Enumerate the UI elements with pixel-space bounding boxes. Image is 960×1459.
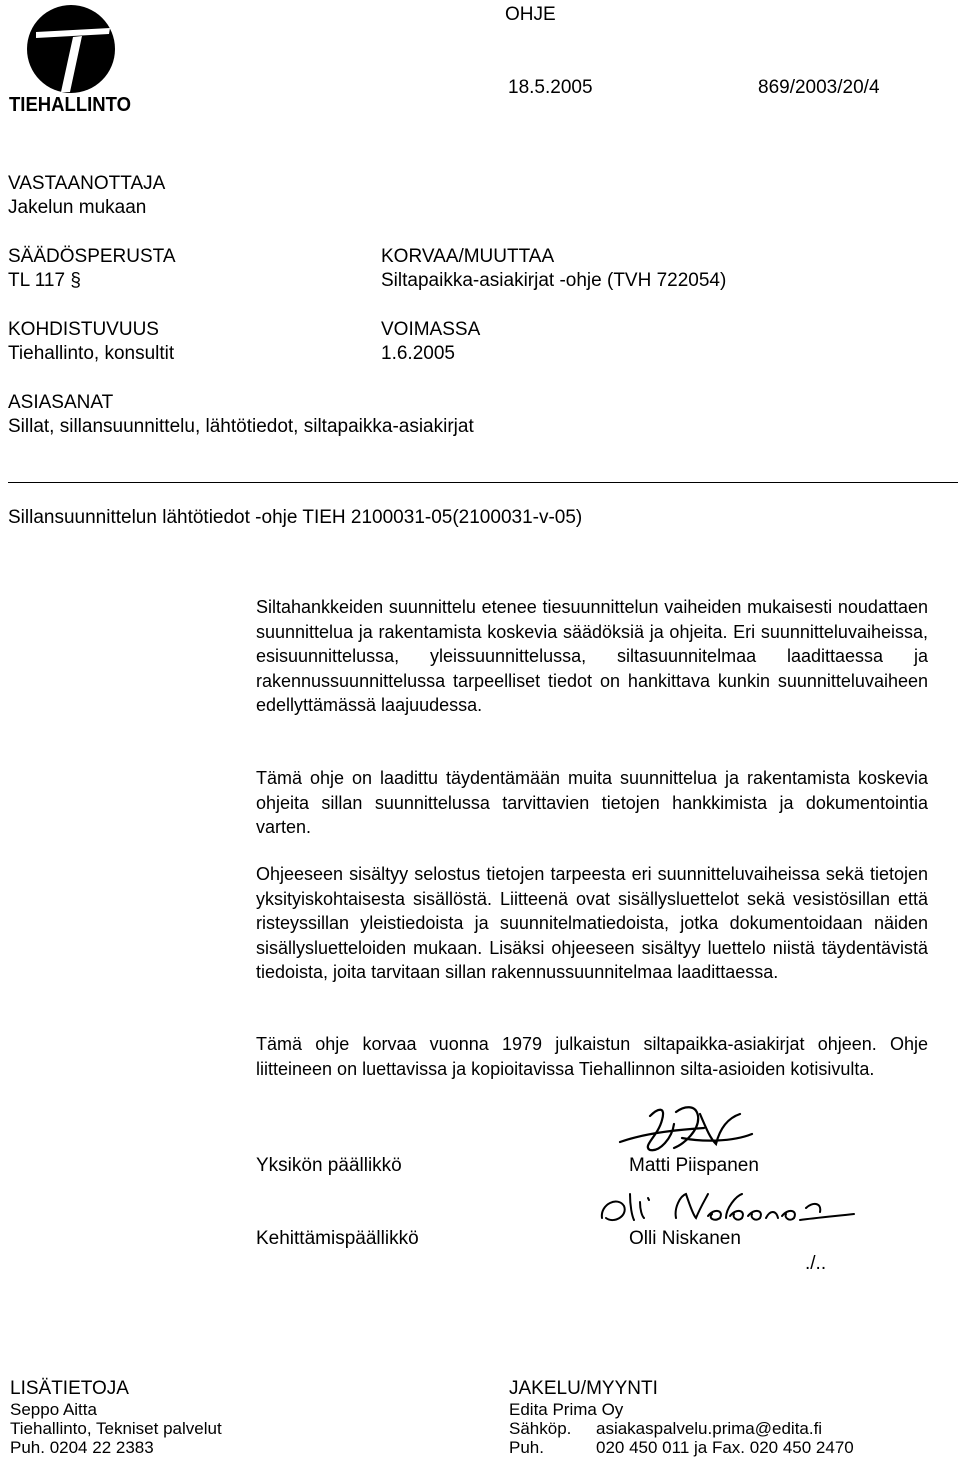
signature-piispanen — [612, 1098, 762, 1156]
body-paragraph-3: Ohjeeseen sisältyy selostus tietojen tarpeesta eri suunnitteluvaiheissa sekä tietojen yksityiskohtaisesta sisällöstä. Liitteenä ovat sisällysluettelot sekä vesistösillan että risteyssillan yleistiedoista ja suunnitelmatiedoista, jotka dokumentoidaan näiden sisällysluetteloiden mukaan. Lisäksi ohjeeseen sisältyy luettelo niistä täydentävistä tiedoista, joita tarvitaan sillan rakennussuunnitelmaa laadittaessa. — [256, 864, 928, 982]
signer-2-name: Olli Niskanen — [629, 1228, 741, 1249]
footer-info-phone: Puh. 0204 22 2383 — [10, 1438, 154, 1457]
footer-dist-label: JAKELU/MYYNTI — [509, 1378, 658, 1399]
footer-info-name: Seppo Aitta — [10, 1400, 97, 1419]
valid-label: VOIMASSA — [381, 319, 481, 340]
footer-info-org: Tiehallinto, Tekniset palvelut — [10, 1419, 222, 1438]
statute-value: TL 117 § — [8, 270, 81, 291]
recipient-value: Jakelun mukaan — [8, 197, 147, 218]
body-paragraph-1: Siltahankkeiden suunnittelu etenee tiesuunnittelun vaiheiden mukaisesti noudattaen suunnittelua ja rakentamista koskevia säädöksiä ja ohjeita. Eri suunnitteluvaiheissa, esisuunnittelussa, yleissuunnittelussa, siltasuunnitelmaa laadittaessa ja rakennussuunnittelussa tarpeelliset tiedot on hankittava kunkin suunnitteluvaiheen edellyttämässä laajuudessa. — [256, 597, 928, 715]
footer-dist-org: Edita Prima Oy — [509, 1400, 624, 1419]
tiehallinto-logo — [6, 4, 132, 114]
footer-dist-email-label: Sähköp. — [509, 1419, 572, 1438]
statute-label: SÄÄDÖSPERUSTA — [8, 246, 176, 267]
keywords-value: Sillat, sillansuunnittelu, lähtötiedot, siltapaikka-asiakirjat — [8, 416, 474, 437]
doc-date: 18.5.2005 — [508, 77, 593, 98]
replaces-label: KORVAA/MUUTTAA — [381, 246, 555, 267]
target-value: Tiehallinto, konsultit — [8, 343, 175, 364]
continued-marker: ./.. — [805, 1253, 827, 1274]
footer-info-label: LISÄTIETOJA — [10, 1378, 129, 1399]
footer-dist-email[interactable]: asiakaspalvelu.prima@edita.fi — [596, 1419, 823, 1438]
signature-niskanen — [596, 1188, 860, 1232]
signer-2-role: Kehittämispäällikkö — [256, 1228, 419, 1249]
doc-type: OHJE — [505, 4, 556, 25]
svg-text:TIEHALLINTO: TIEHALLINTO — [9, 94, 131, 114]
recipient-label: VASTAANOTTAJA — [8, 173, 166, 194]
body-paragraph-4: Tämä ohje korvaa vuonna 1979 julkaistun siltapaikka-asiakirjat ohjeen. Ohje liitteineen on luettavissa ja kopioitavissa Tiehallinnon silta-asioiden kotisivulta. — [256, 1034, 928, 1079]
footer-dist-phone: 020 450 011 ja Fax. 020 450 2470 — [596, 1438, 854, 1457]
keywords-label: ASIASANAT — [8, 392, 114, 413]
valid-value: 1.6.2005 — [381, 343, 455, 364]
signer-1-role: Yksikön päällikkö — [256, 1155, 402, 1176]
replaces-value: Siltapaikka-asiakirjat -ohje (TVH 722054) — [381, 270, 727, 291]
ref-number: 869/2003/20/4 — [758, 77, 880, 98]
target-label: KOHDISTUVUUS — [8, 319, 159, 340]
header-divider — [8, 482, 958, 483]
signer-1-name: Matti Piispanen — [629, 1155, 759, 1176]
document-title: Sillansuunnittelun lähtötiedot -ohje TIEH 2100031-05(2100031-v-05) — [8, 507, 583, 528]
footer-dist-phone-label: Puh. — [509, 1438, 544, 1457]
body-paragraph-2: Tämä ohje on laadittu täydentämään muita suunnittelua ja rakentamista koskevia ohjeita sillan suunnittelussa tarvittavien tietojen hankkimista ja dokumentointia varten. — [256, 768, 928, 837]
